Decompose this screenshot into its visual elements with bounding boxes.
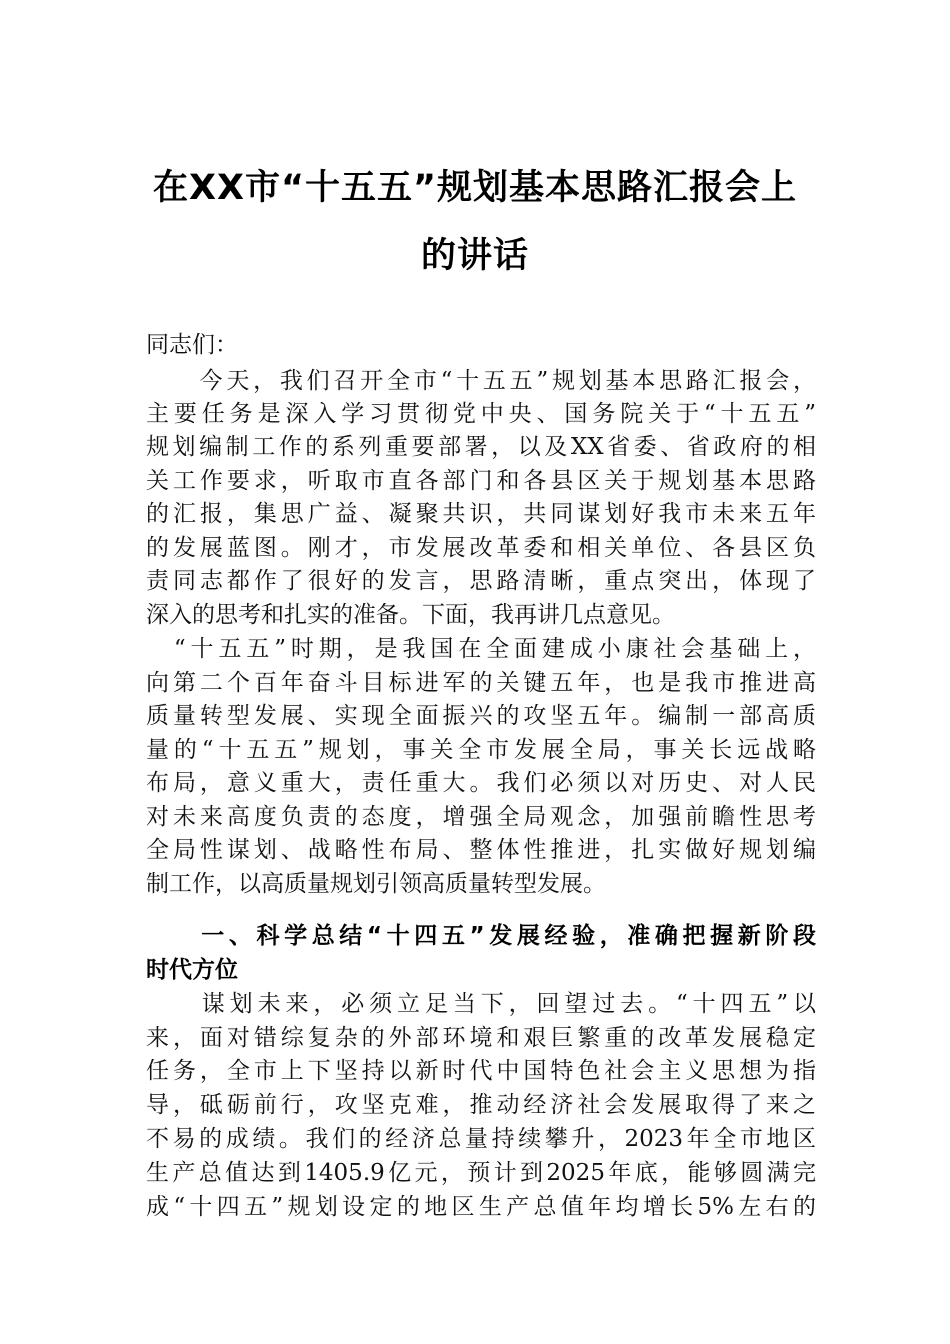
paragraph-3-line: 成“十四五”规划设定的地区生产总值年均增长5%左右的 bbox=[146, 1194, 816, 1220]
paragraph-1-line: 规划编制工作的系列重要部署，以及XX省委、省政府的相 bbox=[146, 434, 816, 460]
paragraph-2-line: 布局，意义重大，责任重大。我们必须以对历史、对人民 bbox=[146, 770, 816, 796]
paragraph-3-line: 生产总值达到1405.9亿元，预计到2025年底，能够圆满完 bbox=[146, 1160, 816, 1186]
paragraph-1-line: 深入的思考和扎实的准备。下面，我再讲几点意见。 bbox=[146, 602, 675, 628]
paragraph-2-line: 向第二个百年奋斗目标进军的关键五年，也是我市推进高 bbox=[146, 670, 816, 696]
paragraph-1-line: 责同志都作了很好的发言，思路清晰，重点突出，体现了 bbox=[146, 568, 816, 594]
paragraph-3-line: 来，面对错综复杂的外部环境和艰巨繁重的改革发展稳定 bbox=[146, 1025, 816, 1051]
paragraph-2-line: 质量转型发展、实现全面振兴的攻坚五年。编制一部高质 bbox=[146, 703, 816, 729]
document-title-line-1: 在XX市“十五五”规划基本思路汇报会上 bbox=[153, 168, 797, 208]
paragraph-1-line: 的发展蓝图。刚才，市发展改革委和相关单位、各县区负 bbox=[146, 535, 816, 561]
paragraph-1-line: 的汇报，集思广益、凝聚共识，共同谋划好我市未来五年 bbox=[146, 501, 816, 527]
paragraph-2-line: 量的“十五五”规划，事关全市发展全局，事关长远战略 bbox=[146, 737, 816, 763]
salutation: 同志们： bbox=[146, 332, 238, 358]
paragraph-2-line: 全局性谋划、战略性布局、整体性推进，扎实做好规划编 bbox=[146, 837, 816, 863]
document-title-line-2: 的讲话 bbox=[420, 236, 529, 276]
paragraph-3-line: 谋划未来，必须立足当下，回望过去。“十四五”以 bbox=[146, 991, 816, 1017]
section-heading-1-line: 时代方位 bbox=[146, 957, 238, 983]
paragraph-1-line: 今天，我们召开全市“十五五”规划基本思路汇报会， bbox=[146, 368, 816, 394]
paragraph-2-line: 对未来高度负责的态度，增强全局观念，加强前瞻性思考 bbox=[146, 804, 816, 830]
paragraph-2-line: “十五五”时期，是我国在全面建成小康社会基础上， bbox=[146, 636, 816, 662]
paragraph-3-line: 导，砥砺前行，攻坚克难，推动经济社会发展取得了来之 bbox=[146, 1092, 816, 1118]
paragraph-1-line: 关工作要求，听取市直各部门和各县区关于规划基本思路 bbox=[146, 468, 816, 494]
section-heading-1-line: 一、科学总结“十四五”发展经验，准确把握新阶段 bbox=[146, 923, 816, 949]
paragraph-1-line: 主要任务是深入学习贯彻党中央、国务院关于“十五五” bbox=[146, 401, 816, 427]
paragraph-3-line: 任务，全市上下坚持以新时代中国特色社会主义思想为指 bbox=[146, 1058, 816, 1084]
paragraph-2-line: 制工作，以高质量规划引领高质量转型发展。 bbox=[146, 871, 606, 897]
paragraph-3-line: 不易的成绩。我们的经济总量持续攀升，2023年全市地区 bbox=[146, 1126, 816, 1152]
